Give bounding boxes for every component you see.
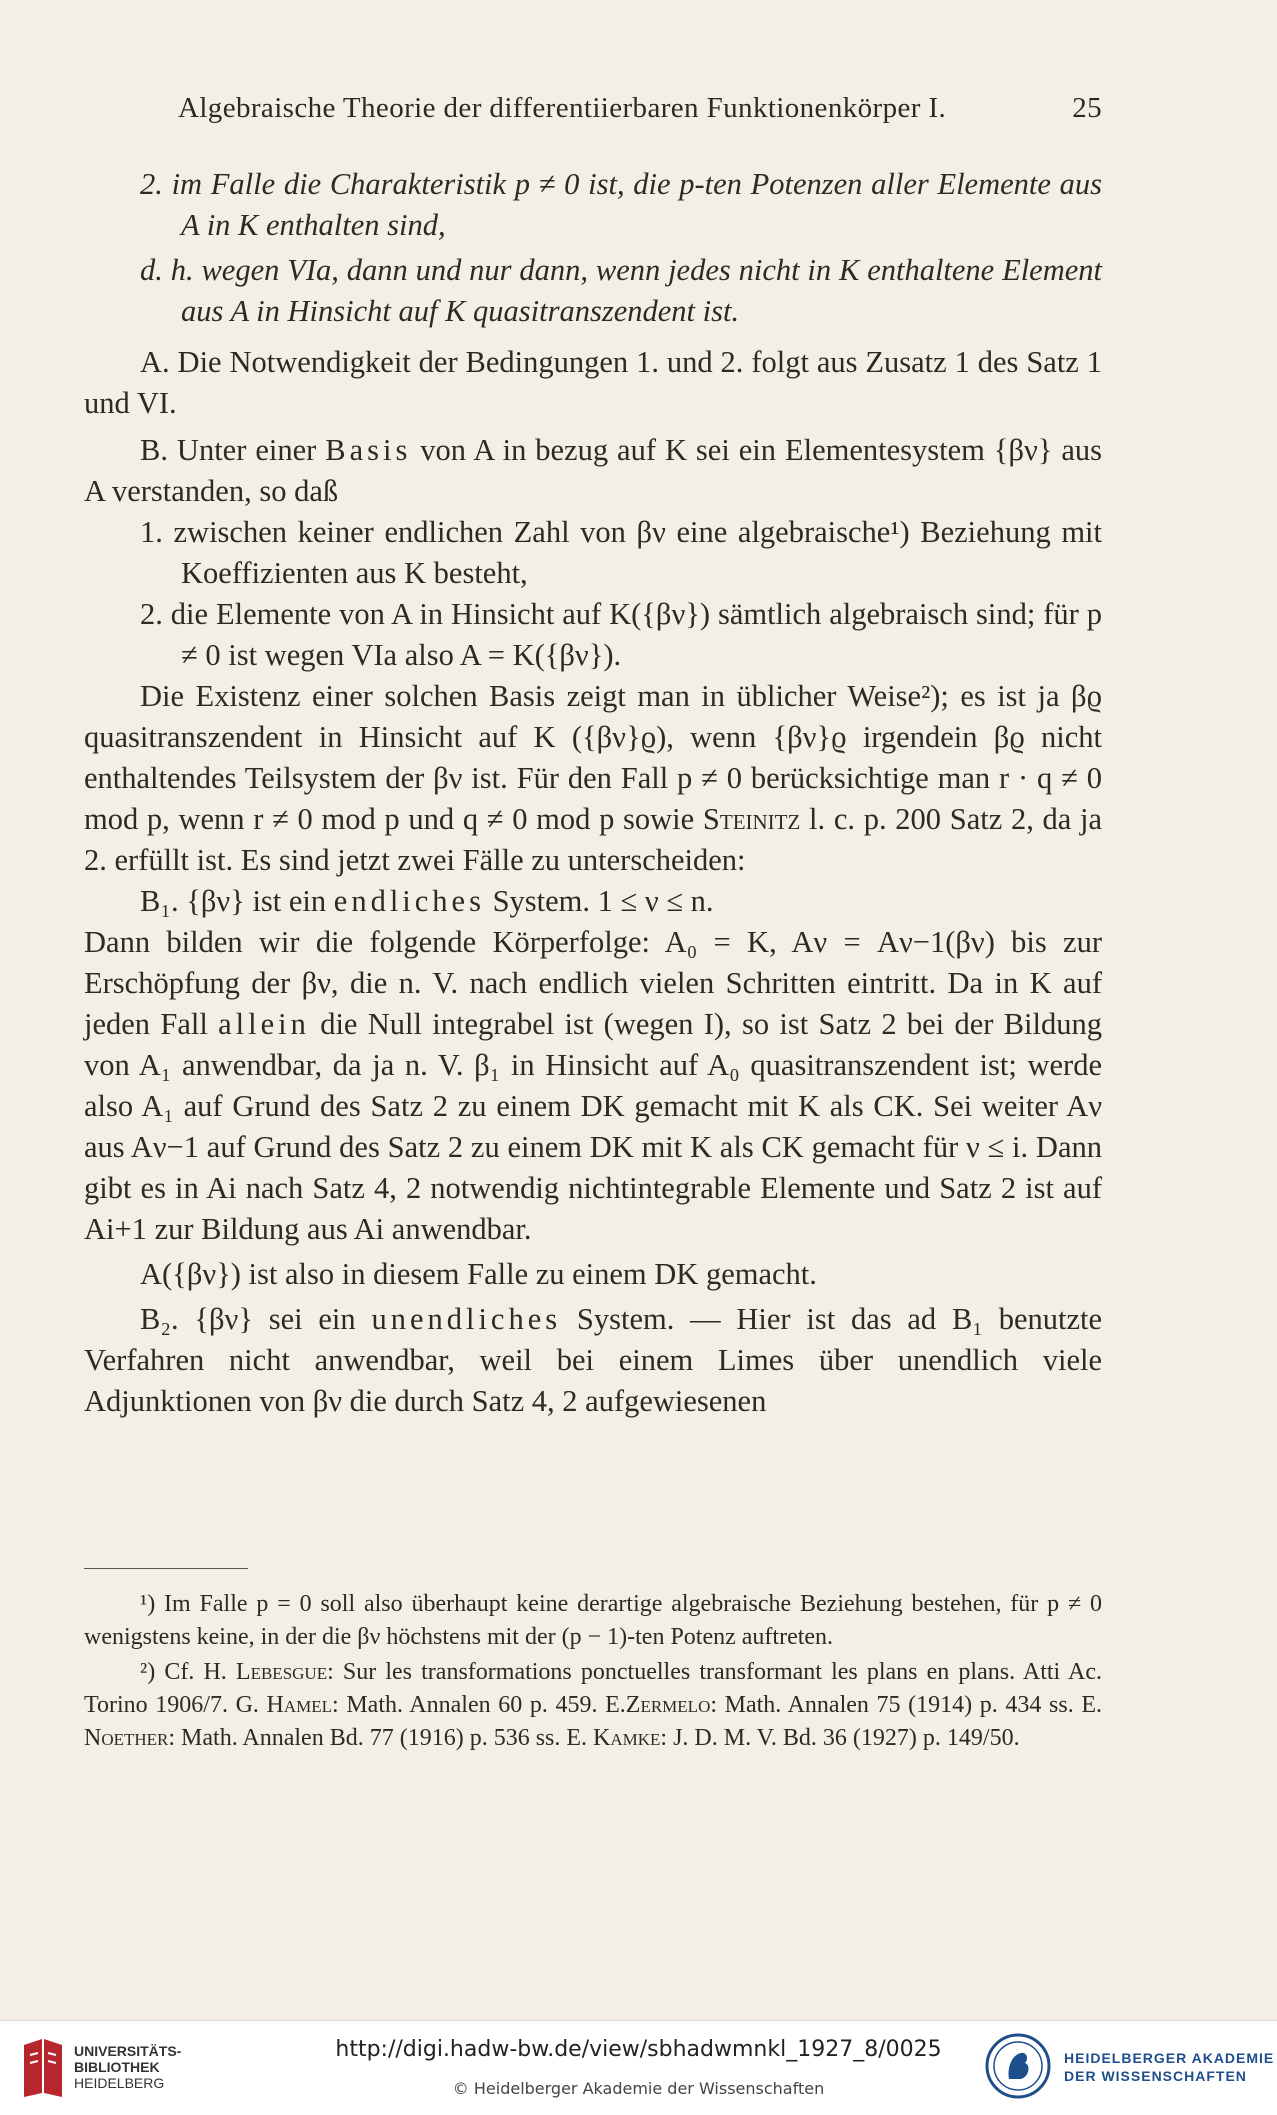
footnotes xyxy=(84,1588,1102,1755)
paragraph-b2: B₂. {βν} sei ein unendliches System. — Hier ist das ad B₁ benutzte Verfahren nicht anwendbar, weil bei einem Limes über unendlich viele Adjunktionen von βν die durch Satz 4, 2 aufgewiesenen xyxy=(84,1302,1103,1418)
body-text xyxy=(84,164,1102,1422)
document-url-link[interactable]: http://digi.hadw-bw.de/view/sbhadwmnkl_1927_8/0025 xyxy=(335,2037,942,2062)
list-item-2: 2. die Elemente von A in Hinsicht auf K({βν}) sämtlich algebraisch sind; für p ≠ 0 ist wegen VIa also A = K({βν}). xyxy=(140,597,1102,672)
copyright-text: © Heidelberger Akademie der Wissenschaften xyxy=(452,2079,825,2098)
university-library-name: UNIVERSITÄTS- BIBLIOTHEK HEIDELBERG xyxy=(74,2043,182,2091)
paragraph-conclusion: A({βν}) ist also in diesem Falle zu einem DK gemacht. xyxy=(140,1257,817,1291)
paragraph-b: B. Unter einer Basis von A in bezug auf K sei ein Elementesystem {βν} aus A verstanden, so daß xyxy=(84,433,1102,508)
paragraph-existence: Die Existenz einer solchen Basis zeigt man in üblicher Weise²); es ist ja βϱ quasitranszendent in Hinsicht auf K ({βν}ϱ), wenn {βν}ϱ irgendein βϱ nicht enthaltendes Teilsystem der βν ist. Für den Fall p ≠ 0 berücksichtige man r · q ≠ 0 mod p, wenn r ≠ 0 mod p und q ≠ 0 mod p sowie Steinitz l. c. p. 200 Satz 2, da ja 2. erfüllt ist. Es sind jetzt zwei Fälle zu unterscheiden: xyxy=(84,679,1103,877)
list-item-1: 1. zwischen keiner endlichen Zahl von βν eine algebraische¹) Beziehung mit Koeffizienten aus K besteht, xyxy=(140,515,1102,590)
footnote-1: ¹) Im Falle p = 0 soll also überhaupt keine derartige algebraische Beziehung bestehen, für p ≠ 0 wenigstens keine, in der die βν höchstens mit der (p − 1)-ten Potenz auftreten. xyxy=(84,1591,1102,1650)
footer-bar xyxy=(0,2020,1277,2115)
paragraph-b1: B₁. {βν} ist ein endliches System. 1 ≤ ν ≤ n. xyxy=(140,884,714,918)
paragraph-condition-2: 2. im Falle die Charakteristik p ≠ 0 ist, die p-ten Potenzen aller Elemente aus A in K enthalten sind, xyxy=(140,167,1102,242)
academy-seal-logo[interactable] xyxy=(985,2033,1051,2099)
paragraph-dh: d. h. wegen VIa, dann und nur dann, wenn jedes nicht in K enthaltene Element aus A in Hinsicht auf K quasitranszendent ist. xyxy=(140,253,1102,328)
header-title: Algebraische Theorie der differentiierbaren Funktionenkörper I. xyxy=(178,92,947,124)
paragraph-koerperfolge: Dann bilden wir die folgende Körperfolge: A₀ = K, Aν = Aν−1(βν) bis zur Erschöpfung der βν, die n. V. nach endlich vielen Schritten eintritt. Da in K auf jeden Fall allein die Null integrabel ist (wegen I), so ist Satz 2 bei der Bildung von A₁ anwendbar, da ja n. V. β₁ in Hinsicht auf A₀ quasitranszendent ist; werde also A₁ auf Grund des Satz 2 zu einem DK gemacht mit K als CK. Sei weiter Aν aus Aν−1 auf Grund des Satz 2 zu einem DK mit K als CK gemacht für ν ≤ i. Dann gibt es in Ai nach Satz 4, 2 notwendig nichtintegrable Elemente und Satz 2 ist auf Ai+1 zur Bildung aus Ai anwendbar. xyxy=(84,925,1103,1246)
page-number: 25 xyxy=(1072,92,1102,124)
footnote-2: ²) Cf. H. Lebesgue: Sur les transformations ponctuelles transformant les plans en plans. Atti Ac. Torino 1906/7. G. Hamel: Math. Annalen 60 p. 459. E.Zermelo: Math. Annalen 75 (1914) p. 434 ss. E. Noether: Math. Annalen Bd. 77 (1916) p. 536 ss. E. Kamke: J. D. M. V. Bd. 36 (1927) p. 149/50. xyxy=(84,1659,1103,1751)
academy-name: HEIDELBERGER AKADEMIE DER WISSENSCHAFTEN xyxy=(1064,2050,1275,2084)
footnote-rule xyxy=(84,1568,248,1569)
paragraph-a: A. Die Notwendigkeit der Bedingungen 1. und 2. folgt aus Zusatz 1 des Satz 1 und VI. xyxy=(84,345,1102,420)
